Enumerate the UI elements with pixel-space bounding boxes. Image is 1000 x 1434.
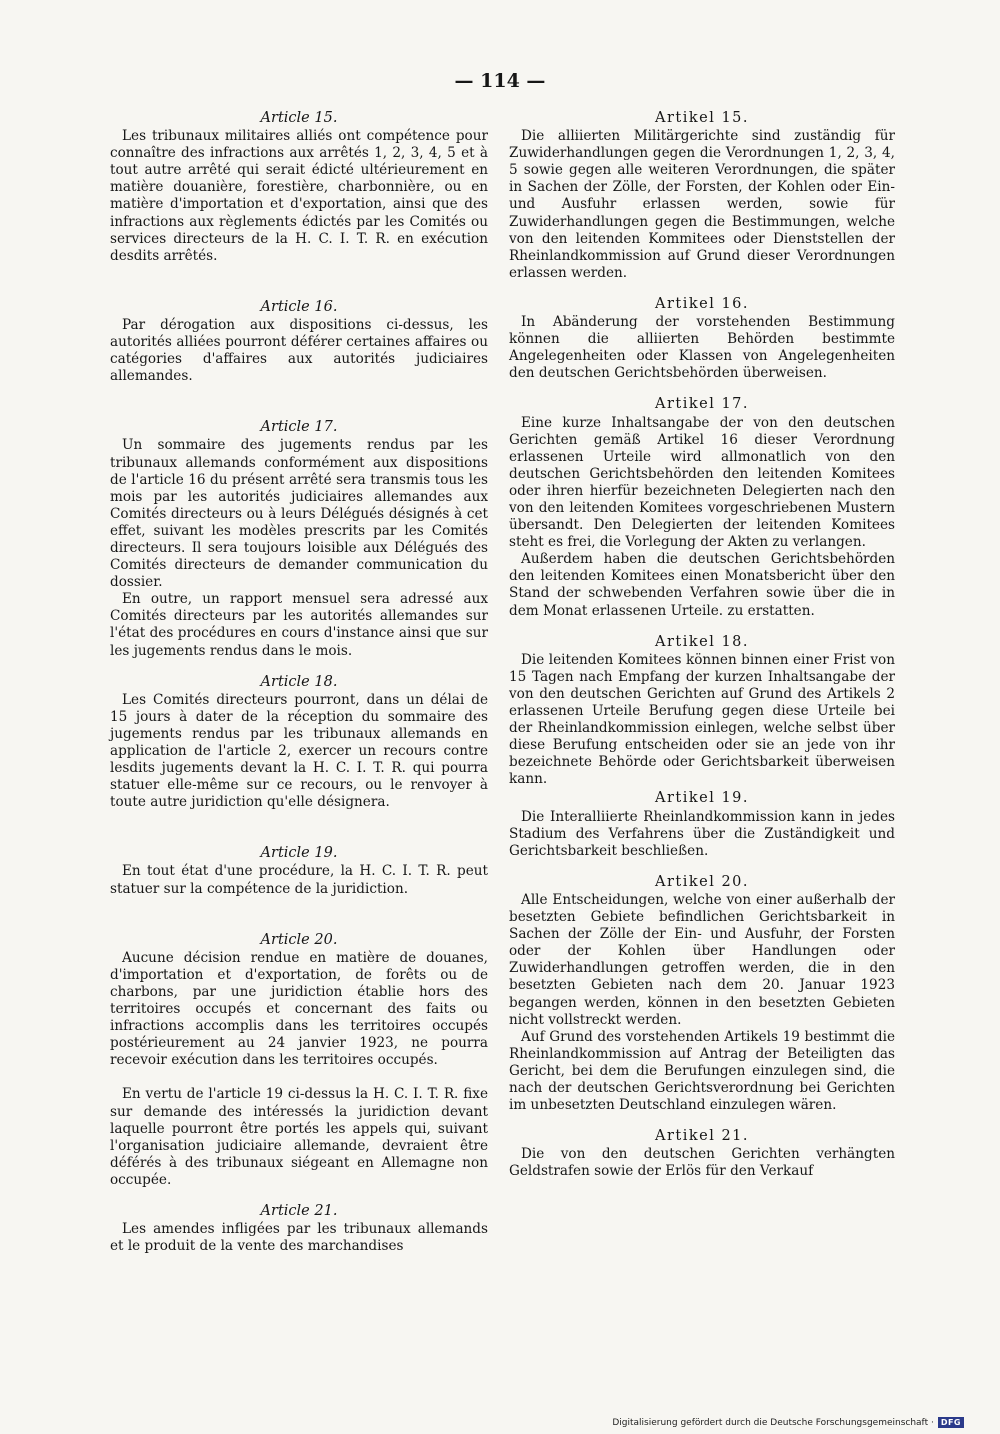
article-paragraph: Un sommaire des jugements rendus par les tribunaux allemands conformément aux dispositions de l'article 16 du présent arrêté sera transmis tous les mois par les autorités judiciaires allemandes aux Comités directeurs ou à leurs Délégués désignés à cet effet, suivant les modèles prescrits par les Comités directeurs. Il sera toujours loisible aux Délégués des Comités directeurs de demander communication du dossier. — [110, 437, 488, 591]
article-18-de — [509, 634, 895, 789]
article-paragraph: Par dérogation aux dispositions ci-dessus, les autorités alliées pourront déférer certaines affaires ou catégories d'affaires aux autorités judiciaires allemandes. — [110, 316, 488, 385]
article-21-fr — [110, 1203, 488, 1255]
article-heading: Artikel 21. — [654, 1128, 750, 1145]
article-paragraph: Die alliierten Militärgerichte sind zuständig für Zuwiderhandlungen gegen die Verordnungen 1, 2, 3, 4, 5 sowie gegen alle weiteren Verordnungen, die später in Sachen der Zölle, der Forsten, der Kohlen oder Ein- und Ausfuhr erlassen werden, sowie für Zuwiderhandlungen gegen die Bestimmungen, welche von den leitenden Kommitees oder Dienststellen der Rheinlandkommission auf Grund dieser Verordnungen erlassen werden. — [509, 128, 895, 281]
article-21-de — [509, 1128, 895, 1180]
article-15-de — [509, 110, 895, 282]
article-heading: Article 16. — [260, 298, 338, 315]
article-paragraph: In Abänderung der vorstehenden Bestimmung können die alliierten Behörden bestimmte Angelegenheiten oder Klassen von Angelegenheiten den deutschen Gerichtsbehörden überweisen. — [509, 314, 895, 382]
article-paragraph: Die von den deutschen Gerichten verhängten Geldstrafen sowie der Erlös für den Verkauf — [509, 1146, 895, 1180]
article-paragraph: Les amendes infligées par les tribunaux allemands et le produit de la vente des marchandises — [110, 1221, 488, 1255]
digitization-footer — [612, 1417, 964, 1428]
article-paragraph: Les tribunaux militaires alliés ont compétence pour connaître des infractions aux arrêtés 1, 2, 3, 4, 5 et à tout autre arrêté qui serait édicté ultérieurement en matière douanière, forestière, charbonnière, ou en matière d'importation et d'exportation, ainsi que des infractions aux règlements édictés par les Comités ou services directeurs de la H. C. I. T. R. en exécution desdits arrêtés. — [110, 128, 488, 264]
french-column — [110, 110, 488, 1255]
article-paragraph: Les Comités directeurs pourront, dans un délai de 15 jours à dater de la réception du sommaire des jugements rendus par les tribunaux allemands en application de l'article 2, exercer un recours contre lesdits jugements devant la H. C. I. T. R. qui pourra statuer elle-même sur ce recours, ou le renvoyer à toute autre juridiction qu'elle désignera. — [110, 691, 488, 811]
dfg-logo: DFG — [938, 1417, 964, 1428]
article-heading: Artikel 19. — [654, 790, 750, 807]
article-heading: Artikel 16. — [654, 295, 750, 312]
article-20-de — [509, 874, 895, 1114]
article-heading: Article 18. — [260, 673, 338, 690]
article-17-fr — [110, 419, 488, 659]
article-17-de — [509, 396, 895, 619]
footer-text: Digitalisierung gefördert durch die Deutsche Forschungsgemeinschaft · — [612, 1417, 934, 1428]
german-column — [509, 110, 895, 1180]
article-20-fr — [110, 932, 488, 1189]
article-paragraph: Die leitenden Komitees können binnen einer Frist von 15 Tagen nach Empfang der kurzen Inhaltsangabe der von den deutschen Gerichten auf Grund des Artikels 2 erlassenen Urteile Berufung gegen diese Urteile bei der Rheinlandkommission einlegen, welche selbst über diese Berufung entscheiden oder sie an jede von ihr bezeichnete Behörde oder Gerichtsbarkeit überweisen kann. — [509, 651, 895, 788]
article-paragraph: Die Interalliierte Rheinlandkommission kann in jedes Stadium des Verfahrens über die Zuständigkeit und Gerichtsbarkeit beschließen. — [509, 808, 895, 859]
article-heading: Article 15. — [260, 110, 338, 126]
article-paragraph: En tout état d'une procédure, la H. C. I. T. R. peut statuer sur la compétence de la juridiction. — [110, 863, 488, 897]
article-16-fr — [110, 299, 488, 385]
article-18-fr — [110, 674, 488, 812]
article-19-de — [509, 790, 895, 859]
article-paragraph: Auf Grund des vorstehenden Artikels 19 bestimmt die Rheinlandkommission auf Antrag der Beteiligten das Gericht, bei dem die Berufungen einzulegen sind, die nach der deutschen Gerichtsverordnung bei Gerichten im unbesetzten Deutschland einzulegen wären. — [509, 1028, 895, 1114]
article-heading: Article 17. — [260, 419, 338, 436]
article-16-de — [509, 296, 895, 382]
article-paragraph: Eine kurze Inhaltsangabe der von den deutschen Gerichten gemäß Artikel 16 dieser Verordnung erlassenen Urteile wird allmonatlich von den deutschen Gerichtsbehörden den leitenden Komitees oder ihren hierfür bezeichneten Delegierten nach den von den leitenden Komitees vorgeschriebenen Mustern übersandt. Den Delegierten der leitenden Komitees steht es frei, die Vorlegung der Akten zu verlangen. — [509, 414, 895, 551]
article-19-fr — [110, 845, 488, 897]
article-heading: Artikel 20. — [654, 873, 750, 890]
article-heading: Article 19. — [260, 845, 338, 862]
article-paragraph: Außerdem haben die deutschen Gerichtsbehörden den leitenden Komitees einen Monatsbericht über den Stand der schwebenden Verfahren sowie über die in dem Monat erlassenen Urteile. zu erstatten. — [509, 551, 895, 619]
article-heading: Article 21. — [260, 1202, 338, 1219]
article-paragraph: En outre, un rapport mensuel sera adressé aux Comités directeurs par les autorités allemandes sur l'état des procédures en cours d'instance ainsi que sur les jugements rendus dans le mois. — [110, 591, 488, 659]
article-heading: Article 20. — [260, 931, 338, 948]
article-paragraph: Alle Entscheidungen, welche von einer außerhalb der besetzten Gebiete befindlichen Gerichtsbarkeit in Sachen der Zölle der Ein- und Ausfuhr, der Forsten oder der Kohlen über Handlungen oder Zuwiderhandlungen getroffen werden, die in den besetzten Gebieten nach dem 20. Januar 1923 begangen werden, können in den besetzten Gebieten nicht vollstreckt werden. — [509, 891, 895, 1028]
article-paragraph: Aucune décision rendue en matière de douanes, d'importation et d'exportation, de forêts ou de charbons, par une juridiction établie hors des territoires occupés et concernant des faits ou infractions accomplis dans les territoires occupés postérieurement au 24 janvier 1923, ne pourra recevoir exécution dans les territoires occupés. — [110, 949, 488, 1069]
article-heading: Artikel 17. — [654, 396, 750, 413]
article-heading: Artikel 18. — [654, 633, 750, 650]
article-15-fr — [110, 110, 488, 265]
article-heading: Artikel 15. — [654, 110, 750, 126]
page-number: — 114 — — [454, 70, 546, 92]
article-paragraph: En vertu de l'article 19 ci-dessus la H. C. I. T. R. fixe sur demande des intéressés la juridiction devant laquelle pourront être portés les appels qui, suivant l'organisation judiciaire allemande, devraient être déférés à des tribunaux siégeant en Allemagne non occupée. — [110, 1086, 488, 1188]
